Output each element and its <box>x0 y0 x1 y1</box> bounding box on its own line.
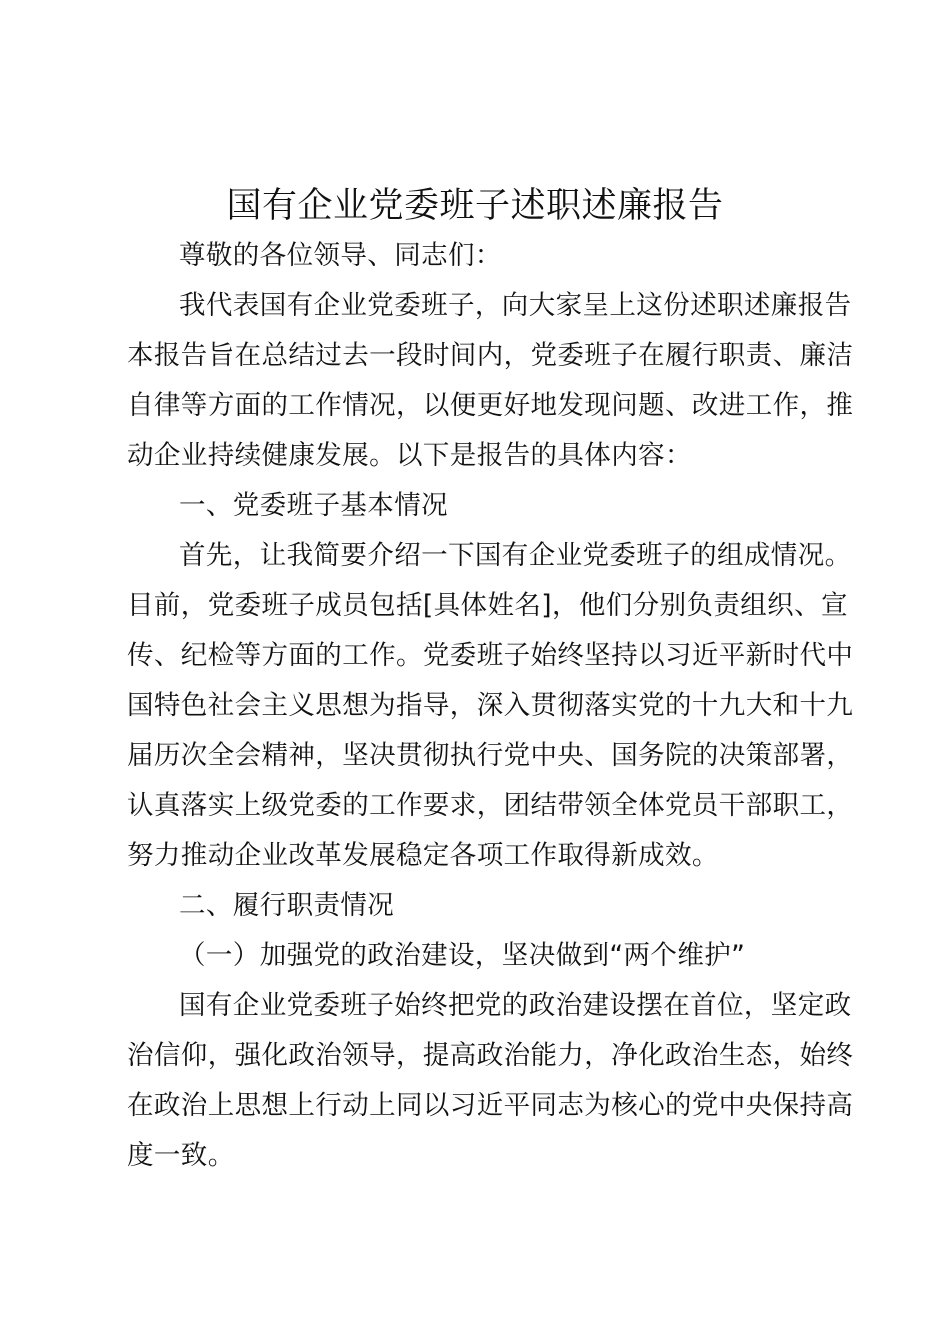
paragraph-line: 度一致。 <box>127 1140 235 1171</box>
section-heading: 一、党委班子基本情况 <box>179 490 448 521</box>
paragraph-line: 努力推动企业改革发展稳定各项工作取得新成效。 <box>127 840 719 871</box>
section-heading: 二、履行职责情况 <box>179 890 395 921</box>
paragraph-line: 首先，让我简要介绍一下国有企业党委班子的组成情况。 <box>179 540 852 571</box>
paragraph-line: 届历次全会精神，坚决贯彻执行党中央、国务院的决策部署， <box>127 740 854 771</box>
paragraph-line: 国有企业党委班子始终把党的政治建设摆在首位，坚定政 <box>179 990 852 1021</box>
paragraph-line: 自律等方面的工作情况，以便更好地发现问题、改进工作，推 <box>127 390 854 421</box>
document-title: 国有企业党委班子述职述廉报告 <box>226 186 724 226</box>
subsection-heading: （一）加强党的政治建设，坚决做到“两个维护” <box>179 940 746 971</box>
salutation-line: 尊敬的各位领导、同志们： <box>179 240 502 271</box>
paragraph-line: 在政治上思想上行动上同以习近平同志为核心的党中央保持高 <box>127 1090 854 1121</box>
paragraph-line: 治信仰，强化政治领导，提高政治能力，净化政治生态，始终 <box>127 1040 854 1071</box>
paragraph-line: 动企业持续健康发展。以下是报告的具体内容： <box>127 440 692 471</box>
paragraph-line: 国特色社会主义思想为指导，深入贯彻落实党的十九大和十九 <box>127 690 854 721</box>
paragraph-line: 我代表国有企业党委班子，向大家呈上这份述职述廉报告 <box>179 290 852 321</box>
paragraph-line: 目前，党委班子成员包括[具体姓名]，他们分别负责组织、宣 <box>127 590 848 621</box>
document-body <box>127 231 854 1181</box>
paragraph-line: 认真落实上级党委的工作要求，团结带领全体党员干部职工， <box>127 790 854 821</box>
paragraph-line: 传、纪检等方面的工作。党委班子始终坚持以习近平新时代中 <box>127 640 854 671</box>
paragraph-line: 本报告旨在总结过去一段时间内，党委班子在履行职责、廉洁 <box>127 340 854 371</box>
